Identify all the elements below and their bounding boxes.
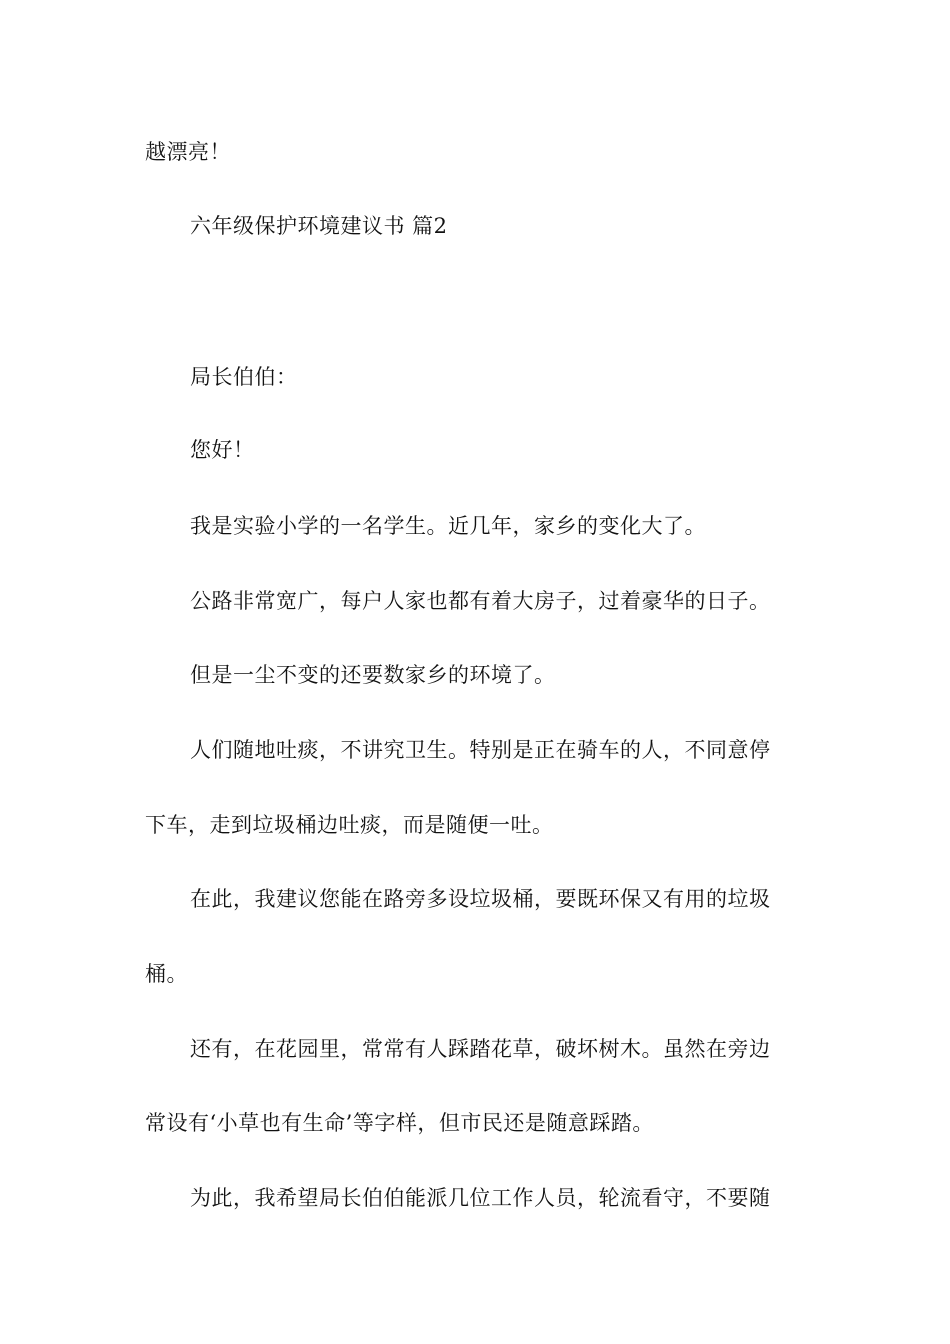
section-heading: 六年级保护环境建议书 篇2 <box>190 214 448 238</box>
paragraph-line: 常设有‘小草也有生命’等字样，但市民还是随意踩踏。 <box>145 1111 654 1135</box>
paragraph-line: 在此，我建议您能在路旁多设垃圾桶，要既环保又有用的垃圾 <box>190 887 771 911</box>
paragraph-line: 人们随地吐痰，不讲究卫生。特别是正在骑车的人，不同意停 <box>190 738 771 762</box>
paragraph-line: 公路非常宽广，每户人家也都有着大房子，过着豪华的日子。 <box>190 589 771 613</box>
paragraph-line: 为此，我希望局长伯伯能派几位工作人员，轮流看守，不要随 <box>190 1186 771 1210</box>
paragraph-line: 但是一尘不变的还要数家乡的环境了。 <box>190 663 556 687</box>
paragraph-line: 我是实验小学的一名学生。近几年，家乡的变化大了。 <box>190 514 706 538</box>
greeting: 您好！ <box>190 438 255 462</box>
paragraph-line: 下车，走到垃圾桶边吐痰，而是随便一吐。 <box>145 813 554 837</box>
paragraph-line: 桶。 <box>145 962 188 986</box>
paragraph-continuation: 越漂亮！ <box>145 140 231 164</box>
paragraph-line: 还有，在花园里，常常有人踩踏花草，破坏树木。虽然在旁边 <box>190 1037 771 1061</box>
salutation: 局长伯伯： <box>190 365 298 389</box>
